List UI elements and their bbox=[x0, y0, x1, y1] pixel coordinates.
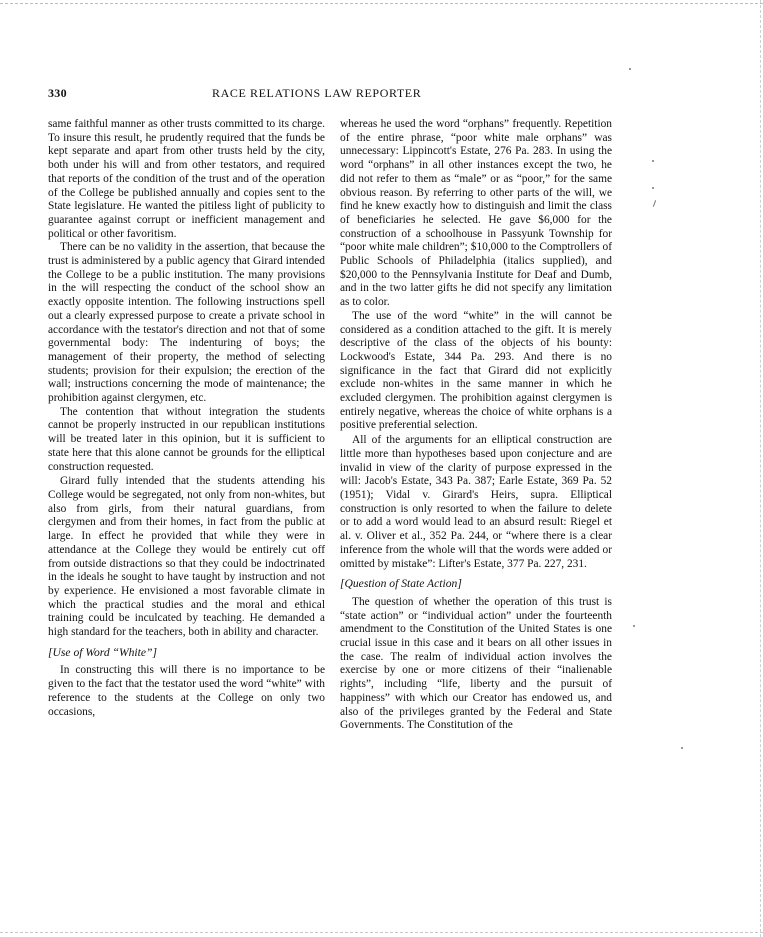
right-column bbox=[340, 118, 612, 733]
paragraph: The question of whether the operation of this trust is “state action” or “individual action” under the fourteenth amendment to the Constitution of the United States is one crucial issue in this case and it bears on all other issues in the case. The realm of individual action involves the exercise by one or more citizens of their “inalienable rights”, including “life, liberty and the pursuit of happiness” with which our Creator has endowed us, and also of the privileges granted by the Federal and State Governments. The Constitution of the bbox=[340, 595, 612, 732]
scan-speck bbox=[633, 625, 635, 627]
page-number: 330 bbox=[48, 86, 67, 100]
running-header: RACE RELATIONS LAW REPORTER bbox=[212, 86, 422, 100]
scan-speck bbox=[681, 747, 683, 749]
paragraph: All of the arguments for an elliptical construction are little more than hypotheses based upon conjecture and are invalid in view of the clarity of purpose expressed in the will: Jacob's Estate, 343 Pa. 387; Earle Estate, 369 Pa. 52 (1951); Vidal v. Girard's Heirs, supra. Elliptical construction is only resorted to when the failure to delete or to add a word would lead to an absurd result: Riegel et al. v. Oliver et al., 352 Pa. 244, or “where there is a clear inference from the whole will that the words were added or omitted by mistake”: Lifter's Estate, 377 Pa. 227, 231. bbox=[340, 434, 612, 570]
paragraph: In constructing this will there is no importance to be given to the fact that the testator used the word “white” with reference to the students at the College on only two occasions, bbox=[48, 664, 325, 718]
scan-speck bbox=[652, 187, 654, 189]
paragraph: There can be no validity in the assertion, that because the trust is administered by a public agency that Girard intended the College to be a public institution. The many provisions in the will respecting the conduct of the school show an exactly opposite intention. The following instructions spell out a clearly expressed purpose to create a private school in accordance with the testator's direction and not that of some governmental body: The indenturing of boys; the management of their property, the method of selecting students; provision for their expulsion; the erection of the wall; instructions concerning the mode of maintenance; the prohibition against clergymen, etc. bbox=[48, 241, 325, 405]
paragraph: whereas he used the word “orphans” frequently. Repetition of the entire phrase, “poor white male orphans” was unnecessary: Lippincott's Estate, 276 Pa. 283. In using the word “orphans” in all other instances except the two, he did not refer to them as “male” or as “poor,” for the same obvious reason. By referring to other parts of the will, we find he knew exactly how to distinguish and limit the class of beneficiaries he selected. He gave $6,000 for the construction of a schoolhouse in Passyunk Township for “poor white male children”; $10,000 to the Comptrollers of Public Schools of Philadelphia (italics supplied), and $20,000 to the Pennsylvania Institute for Deaf and Dumb, and in the two latter gifts he did not specify any limitation as to color. bbox=[340, 118, 612, 309]
section-heading: [Question of State Action] bbox=[340, 577, 462, 591]
scan-speck bbox=[652, 160, 654, 162]
paragraph: The contention that without integration the students cannot be properly instructed in our republican institutions will be treated later in this opinion, but it is sufficient to state here that this alone cannot be grounds for the elliptical construction requested. bbox=[48, 405, 325, 473]
paragraph: same faithful manner as other trusts committed to its charge. To insure this result, he prudently required that the funds be kept separate and apart from other trusts held by the city, both under his will and from other testators, and required that reports of the condition of the trust and of the operation of the College be published annually and copies sent to the State legislature. He wanted the pitiless light of publicity to guarantee against corrupt or inefficient management and political or other favoritism. bbox=[48, 118, 325, 240]
scan-speck bbox=[653, 200, 656, 207]
scan-speck bbox=[629, 68, 631, 70]
scan-bottom-edge bbox=[0, 932, 763, 933]
paragraph: Girard fully intended that the students attending his College would be segregated, not only from non-whites, but also from girls, from their natural guardians, from clergymen and from their homes, in fact from the public at large. In effect he provided that while they were in attendance at the College they would be entirely cut off from outside distractions so that they could be indoctrinated in the ideals he sought to have taught by instruction and not by experience. He envisioned a most favorable climate in which the practical studies and the moral and ethical training could be inculcated by teaching. He demanded a high standard for the teachers, both in ability and character. bbox=[48, 475, 325, 639]
left-column bbox=[48, 118, 325, 719]
paragraph: The use of the word “white” in the will cannot be considered as a condition attached to the gift. It is merely descriptive of the class of the objects of his bounty: Lockwood's Estate, 344 Pa. 293. And there is no significance in the fact that Girard did not explicitly exclude non-whites in the same manner in which he excluded clergymen. The prohibition against clergymen is entirely negative, whereas the choice of white orphans is a positive preferential selection. bbox=[340, 309, 612, 432]
scan-top-edge bbox=[0, 3, 763, 4]
scan-right-edge bbox=[760, 0, 761, 937]
section-heading: [Use of Word “White”] bbox=[48, 645, 157, 659]
